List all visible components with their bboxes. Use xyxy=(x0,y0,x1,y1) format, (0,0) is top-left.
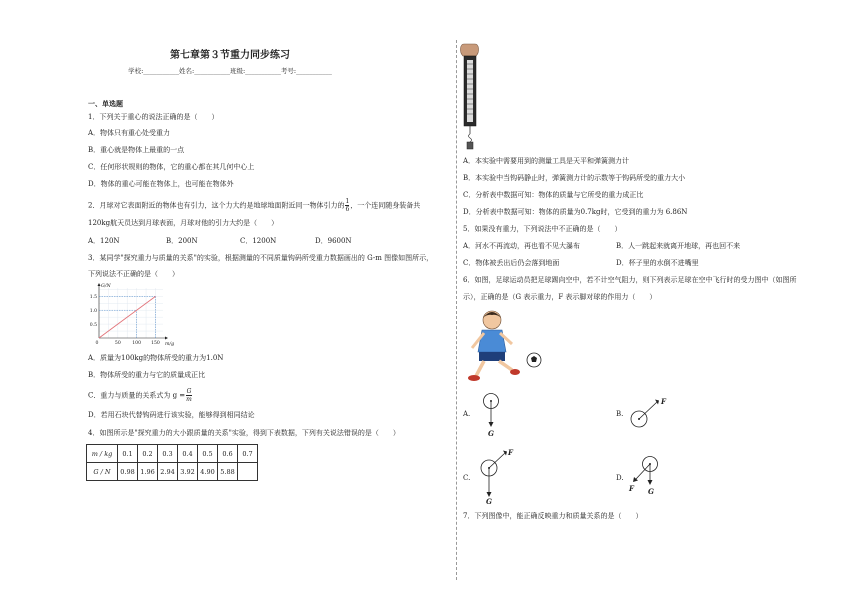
page-title: 第七章第３节重力同步练习 xyxy=(170,50,290,61)
table-cell: m / kg xyxy=(87,445,118,463)
q4-option-d: D．分析表中数据可知：物体的质量为0.7kg时，它受到的重力为 6.86N xyxy=(463,208,688,216)
table-cell: 0.98 xyxy=(118,463,138,481)
chart-x-arrow xyxy=(165,337,168,340)
q6-option-d-label: D. xyxy=(616,474,624,482)
q2-fraction xyxy=(345,198,349,213)
table-cell: 0.3 xyxy=(158,445,178,463)
q3-option-c xyxy=(88,388,193,403)
chart-x-tick-label: 50 xyxy=(114,341,121,346)
q6-force-diagram-d xyxy=(626,452,662,498)
f-label: F xyxy=(661,397,666,406)
q3-option-c-text: C．重力与质量的关系式为 g = xyxy=(88,391,186,400)
q4-option-b: B．本实验中当钩码静止时，弹簧测力计的示数等于钩码所受的重力大小 xyxy=(463,174,686,182)
q6-force-diagram-c xyxy=(476,446,520,504)
column-divider xyxy=(456,40,457,580)
chart-y-tick-label: 1.5 xyxy=(89,295,97,301)
q1-option-b: B．重心就是物体上最重的一点 xyxy=(88,146,185,154)
q6-option-a-label: A. xyxy=(463,410,471,418)
f-label: F xyxy=(508,448,513,457)
q3-stem: 3．某同学"探究重力与质量的关系"的实验，根据测量的不同质量钩码所受重力数据画出的 G-m 图像如图所示， xyxy=(88,254,434,262)
table-cell: G / N xyxy=(87,463,118,481)
section-heading: 一、单选题 xyxy=(88,99,123,108)
q1-option-d: D．物体的重心可能在物体上，也可能在物体外 xyxy=(88,180,234,188)
f-label: F xyxy=(629,484,634,493)
q2-option-c: C．1200N xyxy=(240,237,277,245)
g-m-chart xyxy=(86,282,176,350)
q4-option-a: A．本实验中需要用到的测量工具是天平和弹簧测力计 xyxy=(463,157,630,165)
q3-option-c-fraction xyxy=(186,388,192,403)
table-cell: 3.92 xyxy=(178,463,198,481)
q1-stem: 1．下列关于重心的说法正确的是（ ） xyxy=(88,113,219,121)
chart-y-axis-label: G/N xyxy=(101,284,111,289)
chart-x-tick-label: 0 xyxy=(95,341,99,346)
q3-fraction-denominator: m xyxy=(186,396,192,403)
chart-x-tick-label: 150 xyxy=(151,341,160,346)
q1-option-c: C．任何形状规则的物体，它的重心都在其几何中心上 xyxy=(88,163,255,171)
table-cell: 0.7 xyxy=(238,445,258,463)
q2-option-d: D．9600N xyxy=(315,237,352,245)
table-cell: 2.94 xyxy=(158,463,178,481)
chart-y-tick-label: 0.5 xyxy=(89,322,97,328)
q4-data-table xyxy=(86,444,258,481)
q3-option-b: B．物体所受的重力与它的质量成正比 xyxy=(88,371,206,379)
student-info-line: 学校:___________姓名:___________班级:___________考号:___________ xyxy=(128,67,332,75)
q2-stem xyxy=(88,198,420,213)
q5-stem: 5．如果没有重力，下列说法中不正确的是（ ） xyxy=(463,225,622,233)
q3-stem-line2: 下列说法不正确的是（ ） xyxy=(88,270,179,278)
q6-option-b-label: B. xyxy=(616,410,624,418)
spring-scale-illustration xyxy=(458,42,482,150)
q2-fraction-denominator: 6 xyxy=(345,206,350,213)
table-row xyxy=(87,445,258,463)
q3-option-a: A．质量为100kg的物体所受的重力为1.0N xyxy=(88,354,224,362)
table-cell: 0.5 xyxy=(198,445,218,463)
table-cell: 5.88 xyxy=(218,463,238,481)
q2-option-a: A．120N xyxy=(88,237,120,245)
g-label: G xyxy=(488,429,494,438)
chart-y-tick-label: 1.0 xyxy=(89,309,97,315)
q6-force-diagram-a xyxy=(478,392,508,438)
q7-stem: 7．下列图像中，能正确反映重力和质量关系的是（ ） xyxy=(463,512,643,520)
q6-stem: 6．如图，足球运动员把足球踢向空中，若不计空气阻力，则下列表示足球在空中飞行时的受力图中（如图所 xyxy=(463,276,797,284)
table-cell: 0.1 xyxy=(118,445,138,463)
chart-x-axis-label: m/g xyxy=(165,342,175,347)
table-cell: 0.2 xyxy=(138,445,158,463)
q2-stem-line2: 120kg航天员达到月球表面，月球对他的引力大约是（ ） xyxy=(88,219,279,227)
q1-option-a: A．物体只有重心处受重力 xyxy=(88,129,171,137)
q5-option-d: D．杯子里的水倒不进嘴里 xyxy=(616,259,699,267)
q2-fraction-numerator: 1 xyxy=(345,198,350,205)
q2-stem-part-b: ，一个连同随身装备共 xyxy=(350,201,421,210)
table-cell: 4.90 xyxy=(198,463,218,481)
q5-option-a: A．河水不再流动，再也看不见大瀑布 xyxy=(463,242,581,250)
q5-option-b: B．人一跳起来就离开地球，再也回不来 xyxy=(616,242,741,250)
q2-stem-part-a: 2．月球对它表面附近的物体也有引力，这个力大约是地球地面附近同一物体引力的 xyxy=(88,201,345,210)
table-cell: 0.6 xyxy=(218,445,238,463)
g-label: G xyxy=(648,487,654,496)
table-row xyxy=(87,463,258,481)
table-cell xyxy=(238,463,258,481)
q3-fraction-numerator: G xyxy=(186,388,192,395)
g-label: G xyxy=(486,497,492,504)
q4-option-c: C．分析表中数据可知：物体的质量与它所受的重力成正比 xyxy=(463,191,644,199)
table-cell: 1.96 xyxy=(138,463,158,481)
q6-stem-line2: 示），正确的是（G 表示重力，F 表示脚对球的作用力（ ） xyxy=(463,293,657,301)
q6-force-diagram-b xyxy=(628,394,672,434)
soccer-player-illustration xyxy=(462,306,552,384)
table-cell: 0.4 xyxy=(178,445,198,463)
chart-x-tick-label: 100 xyxy=(132,341,142,346)
q5-option-c: C．物体被丢出后仍会落到地面 xyxy=(463,259,560,267)
q3-option-d: D．若用石块代替钩码进行该实验，能够得到相同结论 xyxy=(88,411,255,419)
q2-option-b: B．200N xyxy=(166,237,198,245)
q4-stem: 4．如图所示是"探究重力的大小跟质量的关系"实验，得到下表数据，下列有关说法错误的是（ ） xyxy=(88,429,400,437)
q6-option-c-label: C. xyxy=(463,474,471,482)
